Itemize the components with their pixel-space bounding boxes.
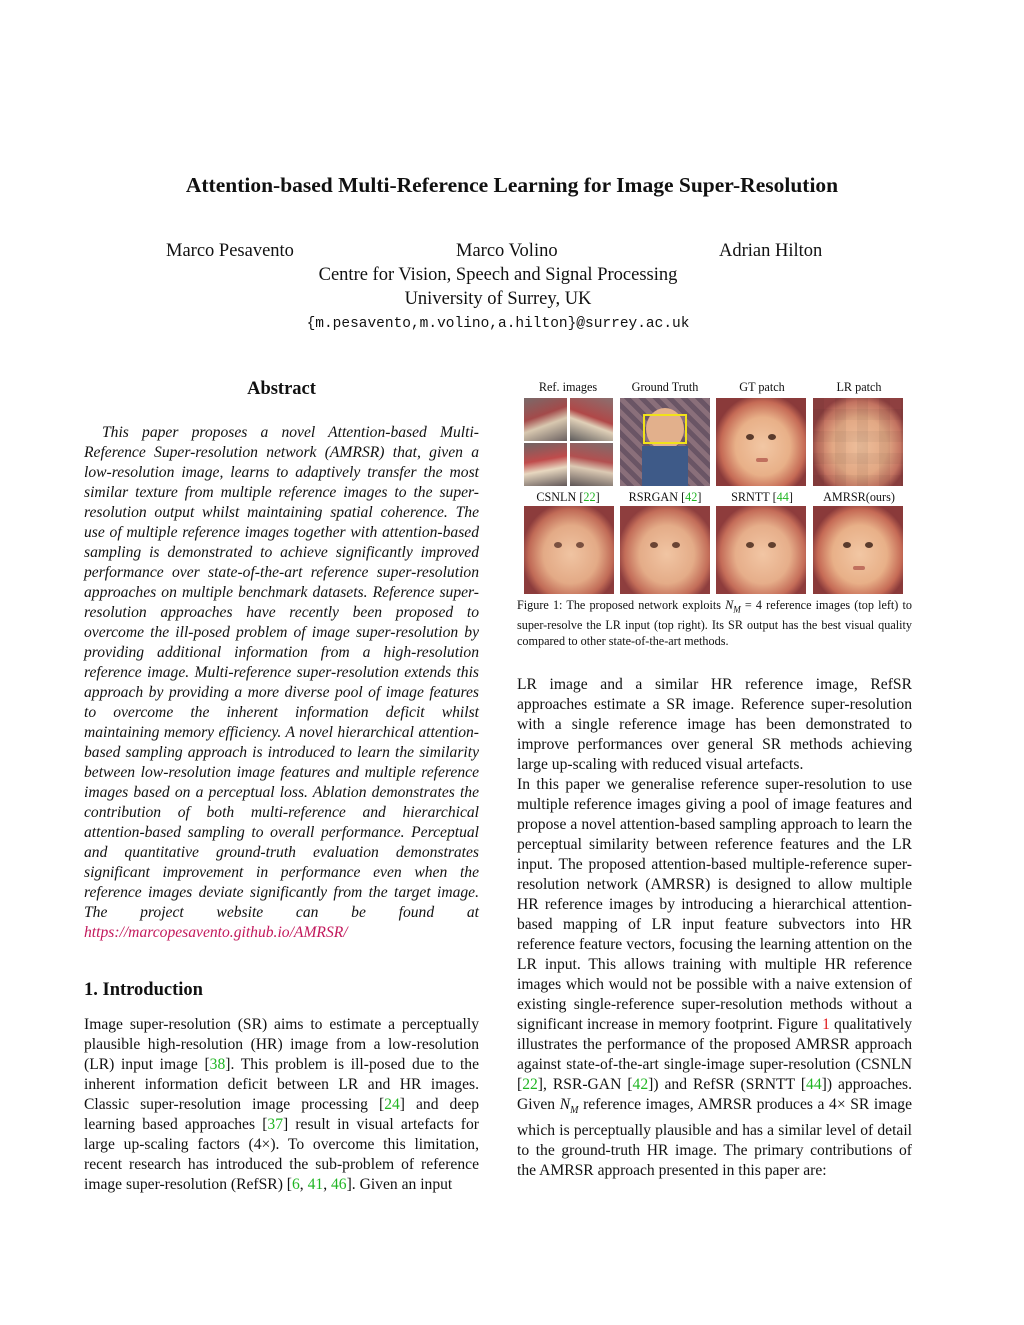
eye-left — [650, 542, 658, 548]
mouth — [853, 566, 865, 570]
ref-image-4 — [570, 443, 613, 486]
project-link[interactable]: https://marcopesavento.github.io/AMRSR/ — [84, 924, 348, 941]
intro-heading: 1. Introduction — [84, 980, 203, 1000]
label-lr-patch: LR patch — [836, 380, 882, 394]
citation-46[interactable]: 46 — [330, 1176, 347, 1193]
citation-24[interactable]: 24 — [384, 1096, 400, 1113]
citation-41[interactable]: 41 — [307, 1176, 324, 1193]
affiliation-line-2: University of Surrey, UK — [404, 289, 592, 309]
mouth — [756, 458, 768, 462]
author-2: Marco Volino — [456, 241, 558, 261]
citation-44[interactable]: 44 — [806, 1076, 822, 1093]
amrsr-output-image — [813, 506, 903, 594]
abstract-heading: Abstract — [247, 379, 316, 399]
eye-right — [768, 542, 776, 548]
author-emails: {m.pesavento,m.volino,a.hilton}@surrey.ac.uk — [306, 316, 690, 332]
abstract-text: This paper proposes a novel Attention-based Multi-Reference Super-resolution network (AMRSR) that, given a low-resolution image, learns to adaptively transfer the most similar texture from multiple reference images to the super-resolution output whilst maintaining spatial coherence. The use of multiple reference images together with attention-based sampling is demonstrated to achieve significantly improved performance over state-of-the-art reference super-resolution approaches on multiple benchmark datasets. Reference super-resolution approaches have recently been proposed to overcome the ill-posed problem of image super-resolution by providing additional information from a high-resolution reference image. Multi-reference super-resolution extends this approach by providing a more diverse pool of image features to overcome the inherent information deficit whilst maintaining memory efficiency. A novel hierarchical attention-based sampling approach is introduced to learn the similarity between low-resolution image features and multiple reference images based on a perceptual loss. Ablation demonstrates the contribution of both multi-reference and hierarchical attention-based sampling to overall performance. Perceptual and quantitative ground-truth evaluation demonstrates significant improvement in performance even when the reference images deviate significantly from the target image. The project website can be found at — [84, 424, 479, 921]
eye-left — [746, 542, 754, 548]
author-1: Marco Pesavento — [166, 241, 294, 261]
eye-right — [576, 542, 584, 548]
figure-1-caption: Figure 1: The proposed network exploits $N_M = 4$ reference images (top left) to super-resolve the LR input (top right). Its SR output has the best visual quality compared to other state-of-the-art methods. — [517, 598, 912, 649]
intro-paragraph-2: LR image and a similar HR reference image, RefSR approaches estimate a SR image. Reference super-resolution with a single reference image has been demonstrated to improve performances over general SR methods achieving large up-scaling with reduced visual artefacts. — [517, 676, 912, 773]
label-amrsr: AMRSR(ours) — [823, 490, 895, 504]
ref-image-1 — [524, 398, 567, 441]
rsrgan-output-image — [620, 506, 710, 594]
csnln-output-image — [524, 506, 614, 594]
ref-image-2 — [570, 398, 613, 441]
label-srntt: SRNTT [44] — [731, 490, 793, 504]
affiliation-line-1: Centre for Vision, Speech and Signal Processing — [318, 265, 678, 285]
figure-ref-1[interactable]: 1 — [822, 1016, 830, 1033]
gt-patch-image — [716, 398, 806, 486]
label-gt-patch: GT patch — [739, 380, 785, 394]
lr-patch-image — [813, 398, 903, 486]
label-ground-truth: Ground Truth — [631, 380, 699, 394]
citation-42[interactable]: 42 — [632, 1076, 649, 1093]
baby-body — [642, 446, 688, 486]
srntt-output-image — [716, 506, 806, 594]
paper-title: Attention-based Multi-Reference Learning for Image Super-Resolution — [185, 173, 839, 197]
citation-37[interactable]: 37 — [267, 1116, 283, 1133]
citation-38[interactable]: 38 — [209, 1056, 226, 1073]
label-csnln: CSNLN [22] — [536, 490, 600, 504]
eye-right — [865, 542, 873, 548]
citation-22[interactable]: 22 — [522, 1076, 538, 1093]
eye-right — [672, 542, 680, 548]
label-rsrgan: RSRGAN [42] — [628, 490, 702, 504]
label-ref-images: Ref. images — [538, 380, 598, 394]
intro-paragraph-1: Image super-resolution (SR) aims to estimate a perceptually plausible high-resolution (HR) image from a low-resolution (LR) input image [38]. This problem is ill-posed due to the inherent information deficit between LR and HR images. Classic super-resolution image processing [24] and deep learning based approaches [37] result in visual artefacts for large up-scaling factors (4×). To overcome this limitation, recent research has introduced the sub-problem of reference image super-resolution (RefSR) [6, 41, 46]. Given an input — [84, 1016, 479, 1193]
eye-left — [554, 542, 562, 548]
eye-left — [843, 542, 851, 548]
author-3: Adrian Hilton — [719, 241, 823, 261]
ref-image-3 — [524, 443, 567, 486]
eye-left — [746, 434, 754, 440]
intro-paragraph-3: In this paper we generalise reference super-resolution to use multiple reference images giving a pool of image features and propose a novel attention-based sampling approach to learn the perceptual similarity between reference features and the LR input. The proposed attention-based multiple-reference super-resolution network (AMRSR) is designed to allow multiple HR reference images by introducing a hierarchical attention-based mapping of LR input feature subvectors into HR reference feature vectors, focusing the learning attention on the LR input. This allows training with multiple HR reference images which would not be possible with a naive extension of existing single-reference super-resolution methods without a significant increase in memory footprint. Figure 1 qualitatively illustrates the performance of the proposed AMRSR approach against state-of-the-art single-image super-resolution (CSNLN [22], RSR-GAN [42]) and RefSR (SRNTT [44]) approaches. Given $N_M$ reference images, AMRSR produces a 4× SR image which is perceptually plausible and has a similar level of detail to the ground-truth HR image. The primary contributions of the AMRSR approach presented in this paper are: — [517, 776, 913, 1180]
eye-right — [768, 434, 776, 440]
patch-highlight-box — [643, 414, 687, 444]
citation-6[interactable]: 6 — [292, 1176, 300, 1193]
abstract-body — [84, 423, 479, 943]
ground-truth-image — [620, 398, 710, 486]
